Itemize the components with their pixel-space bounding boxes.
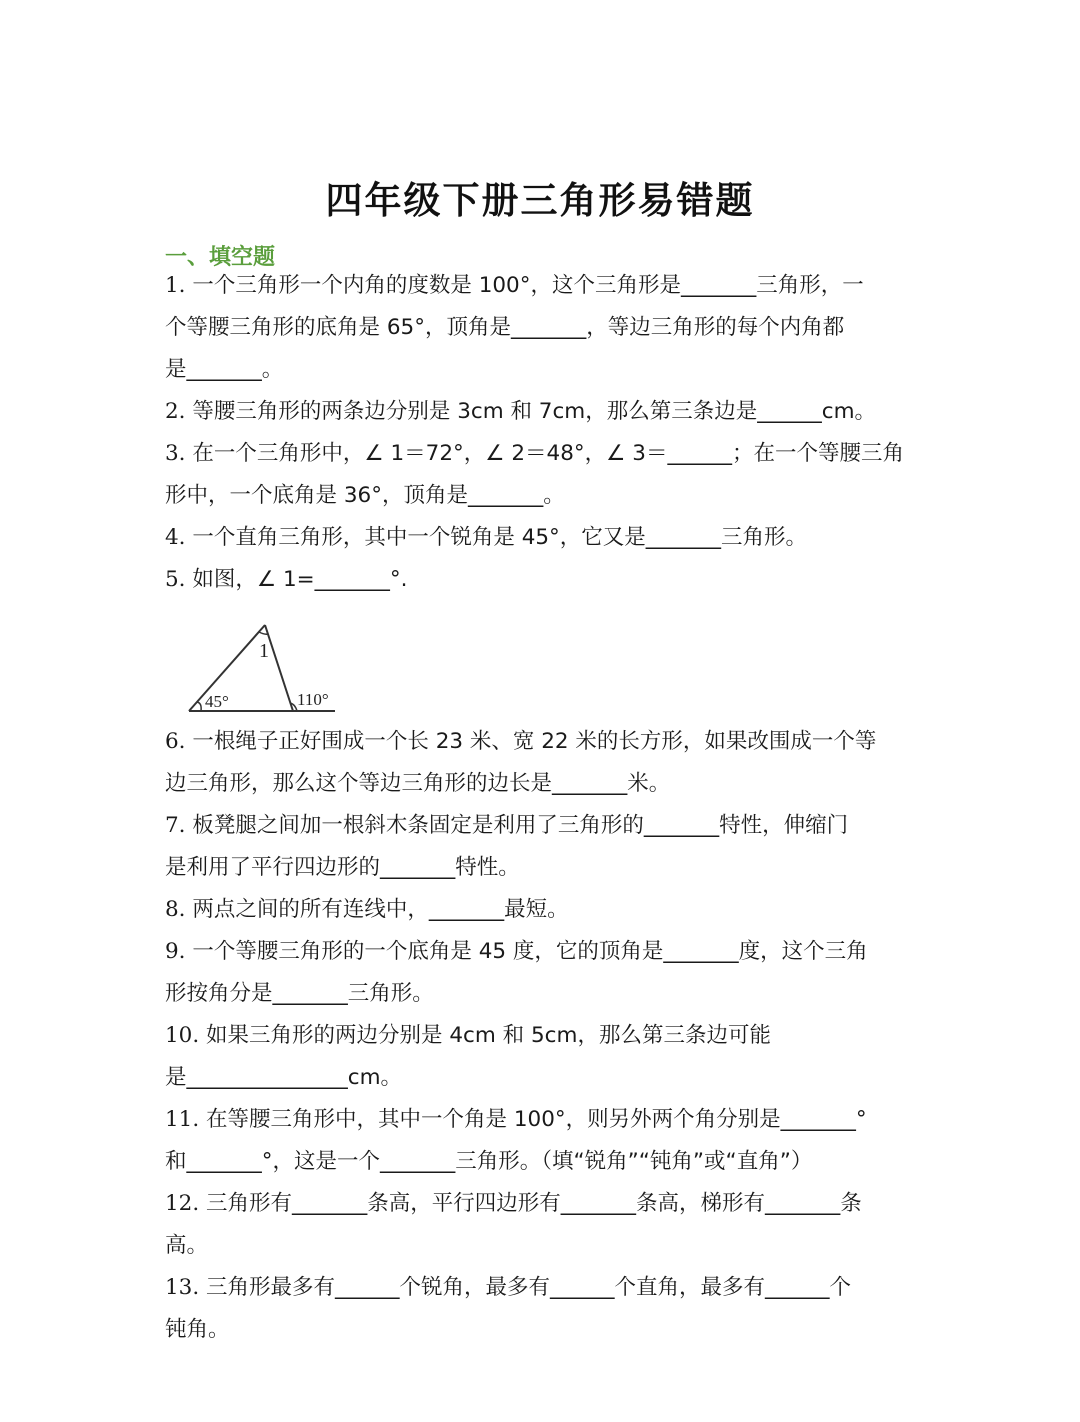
question-number: 9.: [165, 939, 186, 964]
question-text-line: 三角形有_______条高，平行四边形有_______条高，梯形有_______条: [206, 1191, 862, 1216]
question-text-line: 在一个三角形中，∠ 1＝72°，∠ 2＝48°，∠ 3＝______；在一个等腰三角: [192, 441, 904, 466]
question-text-line: 一个直角三角形，其中一个锐角是 45°，它又是_______三角形。: [192, 525, 808, 550]
question-9: [165, 931, 917, 973]
angle-45-arc: [197, 702, 201, 711]
question-7: [165, 805, 917, 847]
question-10: [165, 1015, 917, 1057]
triangle-diagram: [183, 601, 363, 719]
section-heading: 一、填空题: [165, 245, 276, 270]
question-number: 10.: [165, 1023, 200, 1048]
question-text-line: 一个等腰三角形的一个底角是 45 度，它的顶角是_______度，这个三角: [192, 939, 868, 964]
angle-45-label: 45°: [205, 692, 229, 711]
question-number: 12.: [165, 1191, 200, 1216]
question-1-line-3: 是_______。: [165, 357, 284, 382]
question-8: [165, 889, 917, 931]
question-5: [165, 559, 917, 601]
question-text-line: 一根绳子正好围成一个长 23 米、宽 22 米的长方形，如果改围成一个等: [192, 729, 877, 754]
question-13: [165, 1267, 917, 1309]
question-text-line: 一个三角形一个内角的度数是 100°，这个三角形是_______三角形，一: [192, 273, 864, 298]
question-number: 8.: [165, 897, 186, 922]
question-number: 5.: [165, 567, 186, 592]
question-text-line: 如图，∠ 1=_______°.: [192, 567, 408, 592]
question-1: [165, 265, 917, 307]
question-1-line-2: 个等腰三角形的底角是 65°，顶角是_______，等边三角形的每个内角都: [165, 315, 845, 340]
question-12: [165, 1183, 917, 1225]
page-title: 四年级下册三角形易错题: [325, 179, 755, 222]
question-7-line-2: 是利用了平行四边形的_______特性。: [165, 855, 520, 880]
question-13-line-2: 钝角。: [165, 1317, 230, 1342]
question-text-line: 在等腰三角形中，其中一个角是 100°，则另外两个角分别是_______°: [206, 1107, 867, 1132]
question-number: 1.: [165, 273, 186, 298]
question-3-line-2: 形中，一个底角是 36°，顶角是_______。: [165, 483, 565, 508]
triangle-right-side: [265, 625, 293, 711]
angle-1-label: 1: [259, 640, 269, 662]
triangle-figure: [165, 601, 917, 721]
question-10-line-2: 是_______________cm。: [165, 1065, 403, 1090]
question-text-line: 等腰三角形的两条边分别是 3cm 和 7cm，那么第三条边是______cm。: [192, 399, 877, 424]
question-4: [165, 517, 917, 559]
question-number: 4.: [165, 525, 186, 550]
question-text-line: 板凳腿之间加一根斜木条固定是利用了三角形的_______特性，伸缩门: [192, 813, 849, 838]
question-text-line: 两点之间的所有连线中，_______最短。: [192, 897, 569, 922]
question-number: 2.: [165, 399, 186, 424]
question-number: 13.: [165, 1275, 200, 1300]
question-12-line-2: 高。: [165, 1233, 209, 1258]
question-6-line-2: 边三角形，那么这个等边三角形的边长是_______米。: [165, 771, 671, 796]
question-9-line-2: 形按角分是_______三角形。: [165, 981, 434, 1006]
question-number: 7.: [165, 813, 186, 838]
question-number: 6.: [165, 729, 186, 754]
angle-110-label: 110°: [297, 690, 329, 709]
question-number: 11.: [165, 1107, 200, 1132]
question-11: [165, 1099, 917, 1141]
question-6: [165, 721, 917, 763]
question-2: [165, 391, 917, 433]
question-3: [165, 433, 917, 475]
question-text-line: 如果三角形的两边分别是 4cm 和 5cm，那么第三条边可能: [206, 1023, 771, 1048]
question-list: [165, 265, 917, 1351]
question-11-line-2: 和_______°，这是一个_______三角形。（填“锐角”“钝角”或“直角”）: [165, 1149, 813, 1174]
question-number: 3.: [165, 441, 186, 466]
question-text-line: 三角形最多有______个锐角，最多有______个直角，最多有______个: [206, 1275, 852, 1300]
